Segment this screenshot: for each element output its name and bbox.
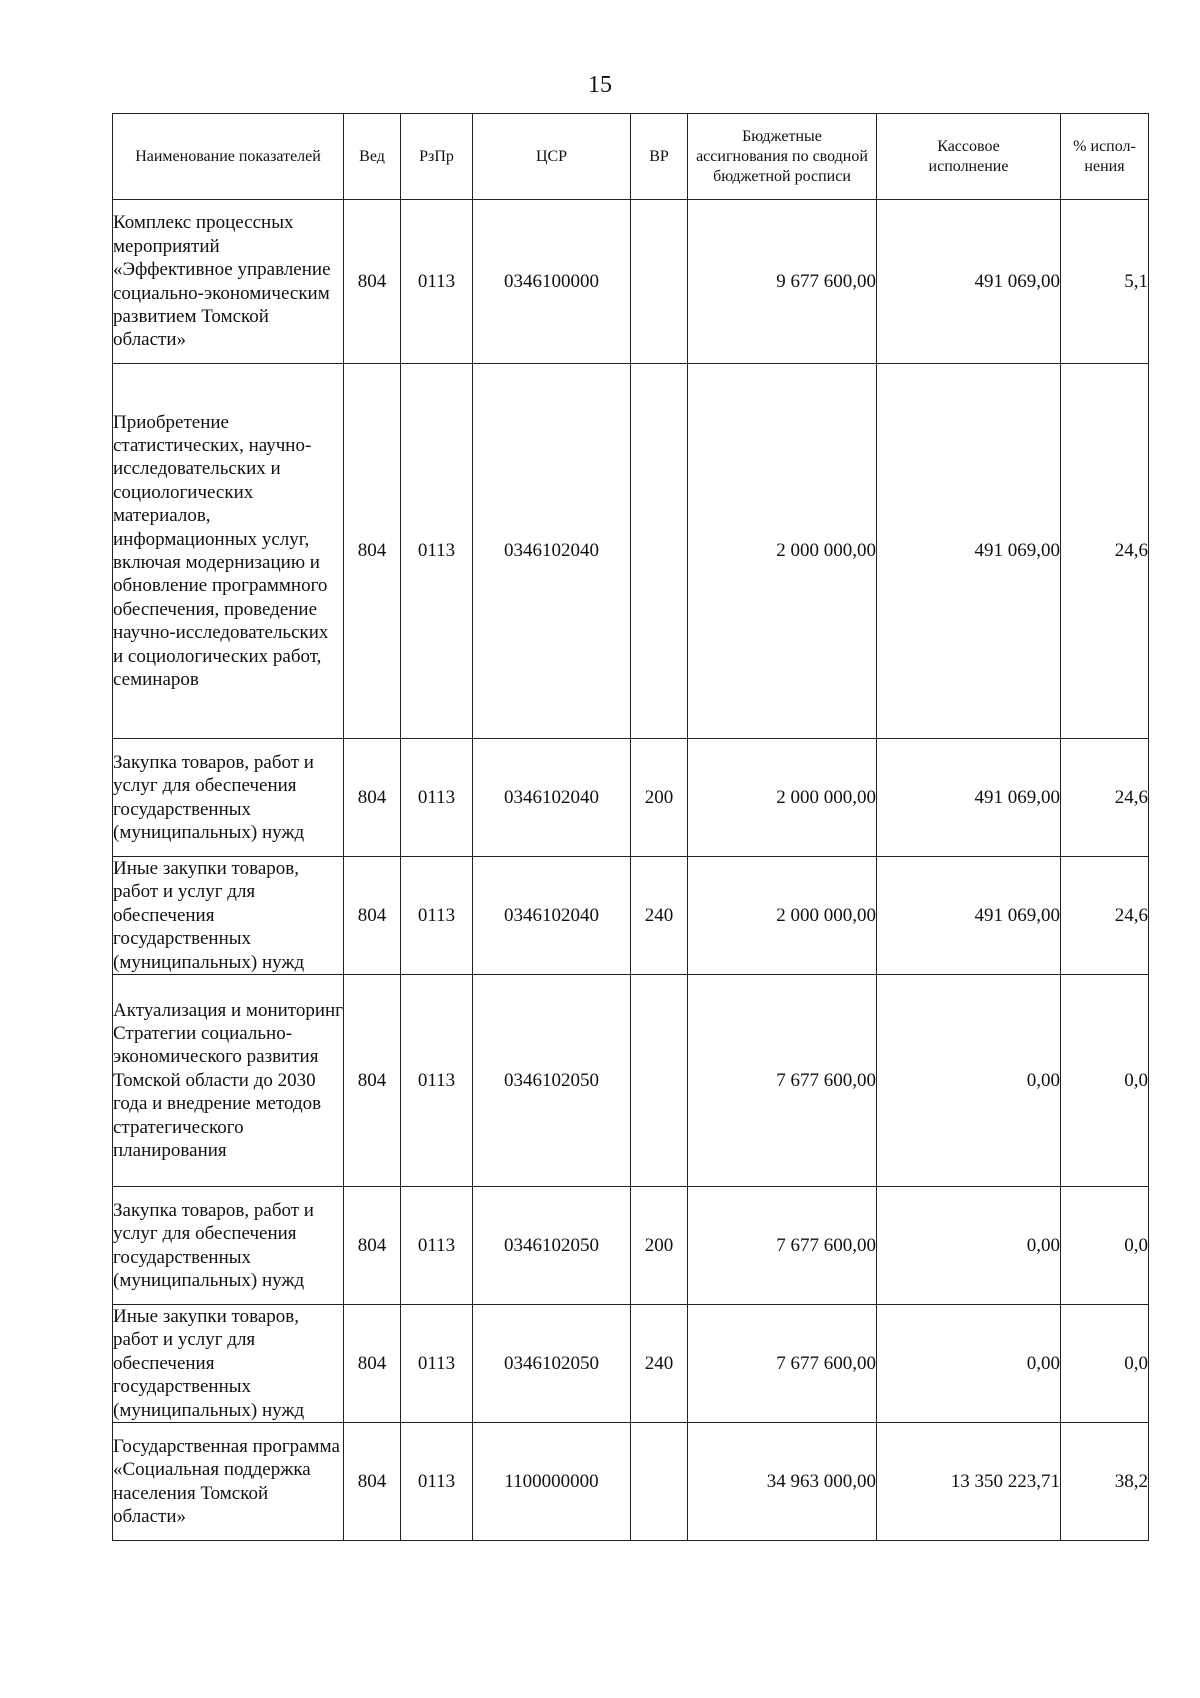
row-csr: 0346102050 [473,1305,631,1423]
row-ved: 804 [344,739,401,857]
row-csr: 0346102050 [473,1187,631,1305]
table-header-row [113,114,1149,200]
row-percent: 5,1 [1061,200,1149,364]
header-percent: % испол-нения [1061,114,1149,200]
table-row [113,857,1149,975]
row-vr: 200 [631,1187,688,1305]
row-csr: 0346102040 [473,364,631,739]
row-cash: 0,00 [877,1305,1061,1423]
header-csr: ЦСР [473,114,631,200]
row-rzpr: 0113 [401,857,473,975]
row-ved: 804 [344,1187,401,1305]
table-row [113,739,1149,857]
row-ved: 804 [344,364,401,739]
row-name: Иные закупки товаров, работ и услуг для обеспечения государственных (муниципальных) нужд [113,1305,344,1423]
row-budget: 9 677 600,00 [688,200,877,364]
table-row [113,200,1149,364]
table-row [113,364,1149,739]
row-rzpr: 0113 [401,200,473,364]
row-cash: 0,00 [877,975,1061,1187]
row-cash: 13 350 223,71 [877,1423,1061,1541]
table-row [113,1187,1149,1305]
row-rzpr: 0113 [401,975,473,1187]
header-budget: Бюджетные ассигнования по сводной бюджетной росписи [688,114,877,200]
row-rzpr: 0113 [401,1423,473,1541]
header-name: Наименование показателей [113,114,344,200]
row-cash: 491 069,00 [877,364,1061,739]
row-name: Иные закупки товаров, работ и услуг для обеспечения государственных (муниципальных) нужд [113,857,344,975]
row-percent: 24,6 [1061,364,1149,739]
row-budget: 2 000 000,00 [688,739,877,857]
row-ved: 804 [344,200,401,364]
row-csr: 0346102040 [473,739,631,857]
row-vr [631,1423,688,1541]
header-rzpr: РзПр [401,114,473,200]
row-name: Комплекс процессных мероприятий «Эффективное управление социально-экономическим развитием Томской области» [113,200,344,364]
row-vr [631,364,688,739]
row-percent: 24,6 [1061,739,1149,857]
row-budget: 2 000 000,00 [688,364,877,739]
row-budget: 7 677 600,00 [688,975,877,1187]
row-budget: 2 000 000,00 [688,857,877,975]
header-vr: ВР [631,114,688,200]
row-vr: 200 [631,739,688,857]
row-vr: 240 [631,1305,688,1423]
row-percent: 38,2 [1061,1423,1149,1541]
row-rzpr: 0113 [401,739,473,857]
page-number: 15 [588,72,612,98]
row-vr [631,200,688,364]
row-budget: 7 677 600,00 [688,1187,877,1305]
row-name: Государственная программа «Социальная поддержка населения Томской области» [113,1423,344,1541]
table-row [113,1423,1149,1541]
row-rzpr: 0113 [401,364,473,739]
row-ved: 804 [344,1423,401,1541]
row-csr: 0346100000 [473,200,631,364]
row-csr: 0346102040 [473,857,631,975]
header-ved: Вед [344,114,401,200]
row-cash: 491 069,00 [877,857,1061,975]
table-row [113,1305,1149,1423]
row-vr [631,975,688,1187]
row-rzpr: 0113 [401,1187,473,1305]
row-ved: 804 [344,1305,401,1423]
row-budget: 34 963 000,00 [688,1423,877,1541]
table-row [113,975,1149,1187]
budget-execution-table [112,113,1149,1541]
row-cash: 491 069,00 [877,200,1061,364]
row-percent: 0,0 [1061,1305,1149,1423]
row-percent: 24,6 [1061,857,1149,975]
row-name: Актуализация и мониторинг Стратегии социально-экономического развития Томской области до 2030 года и внедрение методов стратегического планирования [113,975,344,1187]
row-vr: 240 [631,857,688,975]
header-cash: Кассовое исполнение [877,114,1061,200]
row-budget: 7 677 600,00 [688,1305,877,1423]
row-cash: 0,00 [877,1187,1061,1305]
row-cash: 491 069,00 [877,739,1061,857]
row-percent: 0,0 [1061,975,1149,1187]
row-csr: 1100000000 [473,1423,631,1541]
row-ved: 804 [344,857,401,975]
row-name: Закупка товаров, работ и услуг для обеспечения государственных (муниципальных) нужд [113,739,344,857]
row-rzpr: 0113 [401,1305,473,1423]
row-name: Приобретение статистических, научно-исследовательских и социологических материалов, информационных услуг, включая модернизацию и обновление программного обеспечения, проведение научно-исследовательских и социологических работ, семинаров [113,364,344,739]
row-csr: 0346102050 [473,975,631,1187]
row-name: Закупка товаров, работ и услуг для обеспечения государственных (муниципальных) нужд [113,1187,344,1305]
row-ved: 804 [344,975,401,1187]
row-percent: 0,0 [1061,1187,1149,1305]
